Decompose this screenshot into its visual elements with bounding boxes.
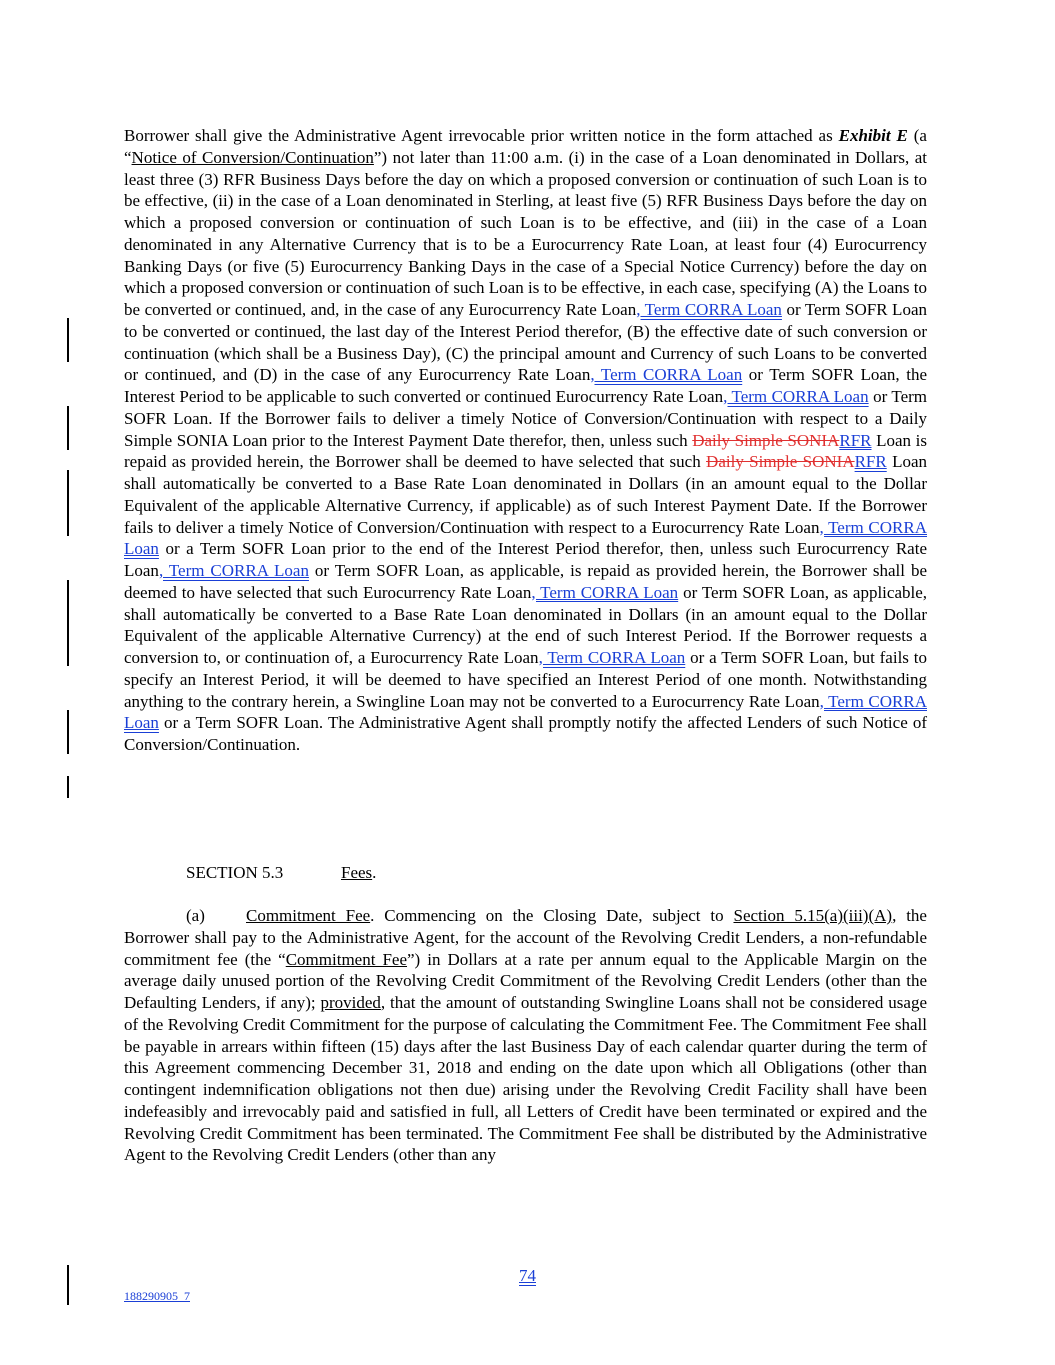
exhibit-reference: Exhibit E: [838, 126, 908, 145]
document-id: 188290905_7: [124, 1289, 190, 1303]
text-run: . Commencing on the Closing Date, subject to: [370, 906, 734, 925]
defined-term: Notice of Conversion/Continuation: [131, 147, 374, 167]
text-run: Borrower shall give the Administrative Agent irrevocable prior written notice in the form attached as: [124, 126, 839, 145]
notice-paragraph: [124, 125, 927, 756]
inserted-text: , Term CORRA Loan: [538, 648, 686, 667]
text-run: (a “: [124, 126, 927, 167]
deleted-text: Daily Simple SONIA: [692, 430, 840, 450]
paragraph-heading: Commitment Fee: [246, 906, 371, 925]
text-run: or a Term SOFR Loan, but fails to specify an Interest Period, it will be deemed to have specified an Interest Period of one month. Notwithstanding anything to the contrary herein, a Swingline Loan may not be converted to a Eurocurrency Rate Loan: [124, 648, 927, 711]
text-run: Loan shall automatically be converted to a Base Rate Loan denominated in Dollars (in an amount equal to the Dollar Equivalent of the applicable Alternative Currency, if applicable) as of such Interest Payment Date. If the Borrower fails to deliver a timely Notice of Conversion/Continuation with respect to a Eurocurrency Rate Loan: [124, 452, 927, 537]
text-run: , that the amount of outstanding Swingline Loans shall not be considered usage of the Revolving Credit Commitment for the purpose of calculating the Commitment Fee. The Commitment Fee shall be payable in arrears within fifteen (15) days after the last Business Day of each calendar quarter during the term of this Agreement commencing December 31, 2018 and ending on the date upon which all Obligations (other than contingent indemnification obligations not then due) arising under the Revolving Credit Facility shall have been indefeasibly and irrevocably paid and satisfied in full, all Letters of Credit have been terminated or expired and the Revolving Credit Commitment has been terminated. The Commitment Fee shall be distributed by the Administrative Agent to the Revolving Credit Lenders (other than any: [124, 993, 927, 1165]
text-run: Loan is repaid as provided herein, the Borrower shall be deemed to have selected that such: [124, 430, 927, 472]
text-run: or Term SOFR Loan, the Interest Period to be applicable to such converted or continued Eurocurrency Rate Loan: [124, 365, 927, 406]
section-title: Fees: [341, 863, 373, 882]
change-bar: [67, 776, 69, 798]
inserted-text: , Term CORRA Loan: [124, 517, 927, 559]
commitment-fee-paragraph: [124, 905, 927, 1166]
inserted-text: , Term CORRA Loan: [531, 582, 679, 602]
text-run: or Term SOFR Loan, as applicable, is repaid as provided herein, the Borrower shall be deemed to have selected that such Eurocurrency Rate Loan: [124, 561, 927, 602]
inserted-text: , Term CORRA Loan: [636, 300, 782, 319]
text-run: , the Borrower shall pay to the Administrative Agent, for the account of the Revolving Credit Lenders, a non-refundable commitment fee (the “: [124, 906, 927, 969]
text-run: or Term SOFR Loan, as applicable, shall automatically be converted to a Base Rate Loan denominated in Dollars (in an amount equal to the Dollar Equivalent of the applicable Alternative Currency) at the end of such Interest Period. If the Borrower requests a conversion to, or continuation of, a Eurocurrency Rate Loan: [124, 582, 928, 667]
change-bar: [67, 710, 69, 754]
defined-term: Commitment Fee: [285, 949, 408, 969]
inserted-text: RFR: [839, 430, 872, 450]
text-run: or Term SOFR Loan to be converted or continued, the last day of the Interest Period therefor, (B) the effective date of such conversion or continuation (which shall be a Business Day), (C) the principal amount and Currency of such Loans to be converted or continued, and (D) in the case of any Eurocurrency Rate Loan: [124, 300, 927, 385]
page-number: 74: [519, 1266, 536, 1285]
change-bar: [67, 580, 69, 666]
inserted-text: , Term CORRA Loan: [723, 387, 869, 406]
paragraph-label: (a): [186, 906, 205, 925]
section-heading: [186, 862, 376, 884]
section-reference: Section 5.15(a)(iii)(A): [733, 906, 893, 925]
inserted-text: , Term CORRA Loan: [590, 365, 743, 385]
deleted-text: Daily Simple SONIA: [706, 452, 855, 472]
inserted-text: , Term CORRA Loan: [158, 561, 309, 580]
text-run: or a Term SOFR Loan. The Administrative Agent shall promptly notify the affected Lenders of such Notice of Conversion/Continuation.: [124, 713, 927, 754]
change-bar: [67, 406, 69, 450]
text-run: ”) not later than 11:00 a.m. (i) in the case of a Loan denominated in Dollars, at least three (3) RFR Business Days before the day on which a proposed conversion or continuation of such Loan is to be effective, (ii) in the case of a Loan denominated in Sterling, at least five (5) RFR Business Days before the day on which a proposed conversion or continuation of such Loan is to be effective, and (iii) in the case of a Loan denominated in any Alternative Currency that is to be a Eurocurrency Rate Loan, at least four (4) Eurocurrency Banking Days (or five (5) Eurocurrency Banking Days in the case of a Special Notice Currency) before the day on which a proposed conversion or continuation of such Loan is to be effective, in each case, specifying (A) the Loans to be converted or continued, and, in the case of any Eurocurrency Rate Loan: [124, 147, 927, 319]
text-run: or Term SOFR Loan. If the Borrower fails to deliver a timely Notice of Conversion/Continuation with respect to a Daily Simple SONIA Loan prior to the Interest Payment Date therefor, then, unless such: [124, 387, 927, 450]
inserted-text: RFR: [854, 452, 887, 472]
section-title-suffix: .: [372, 863, 377, 882]
inserted-text: , Term CORRA Loan: [124, 691, 927, 733]
change-bar: [67, 470, 69, 536]
change-bar: [67, 318, 69, 362]
section-number: SECTION 5.3: [186, 863, 284, 882]
text-run: ”) in Dollars at a rate per annum equal to the Applicable Margin on the average daily unused portion of the Revolving Credit Commitment of the Revolving Credit Lenders (other than the Defaulting Lenders, if any);: [124, 949, 927, 1012]
text-run: or a Term SOFR Loan prior to the end of the Interest Period therefor, then, unless such Eurocurrency Rate Loan: [124, 539, 927, 580]
proviso-term: provided: [320, 993, 381, 1012]
